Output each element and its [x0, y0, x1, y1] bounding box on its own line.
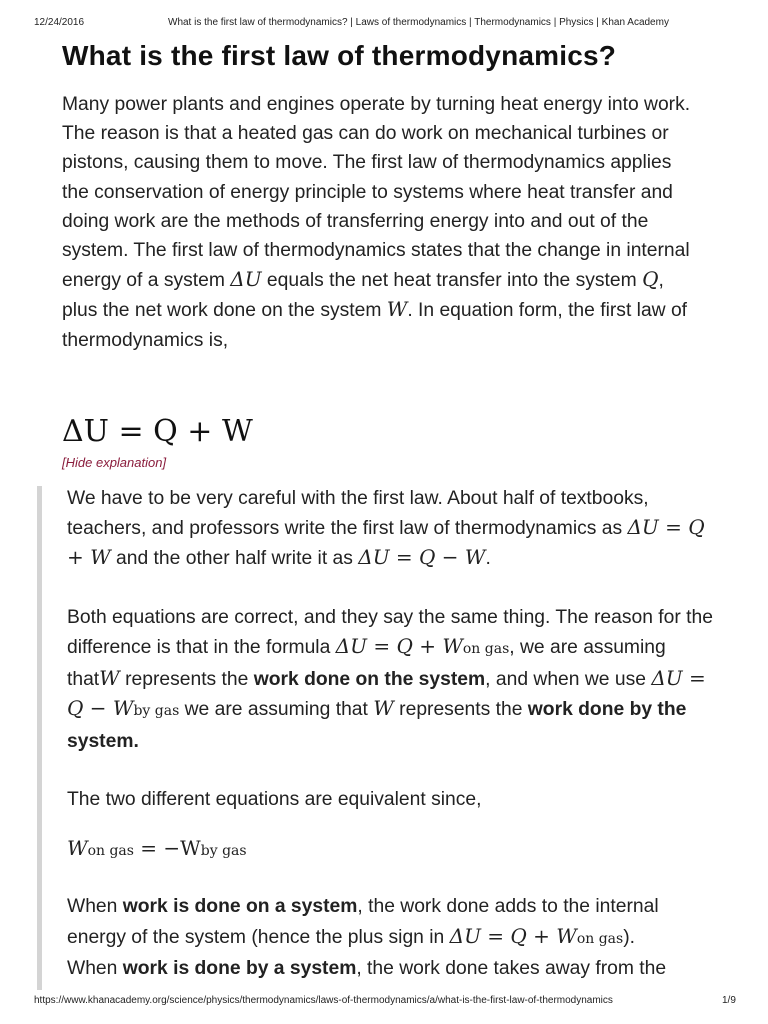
- math-sub-on-gas: on gas: [576, 930, 624, 947]
- hide-explanation-link[interactable]: [Hide explanation]: [62, 455, 167, 470]
- math-eq-neg-w: = −W: [133, 836, 201, 861]
- math-eq-plus: ΔU = Q + W: [67, 515, 705, 570]
- math-eq-minus-by-gas: ΔU = Q − W: [67, 666, 706, 721]
- text: , and when we use: [485, 669, 652, 691]
- intro-text-2: equals the net heat transfer into the system: [261, 270, 643, 292]
- explanation-paragraph-2: [67, 603, 717, 756]
- math-w: W: [99, 666, 120, 691]
- intro-text-1: Many power plants and engines operate by turning heat energy into work. The reason is that a heated gas can do work on mechanical turbines or pistons, causing them to move. The first law of thermodynamics applies the conservation of energy principle to systems where heat transfer and doing work are the methods of transferring energy into and out of the system. The first law of thermodynamics states that the change in internal energy of a system: [62, 94, 691, 292]
- explanation-quote-bar: [37, 486, 42, 990]
- intro-text-3: , plus the net work done on the system: [62, 270, 664, 322]
- text: represents the: [119, 669, 254, 691]
- text: Both equations are correct, and they say the same thing. The reason for the difference is that in the formula: [67, 606, 713, 658]
- math-eq-plus-on-gas: ΔU = Q + W: [335, 634, 463, 658]
- math-sub-on-gas: on gas: [462, 641, 510, 657]
- text: When: [67, 896, 123, 918]
- text: .: [485, 548, 491, 570]
- intro-paragraph: [62, 90, 702, 355]
- explanation-paragraph-5: [67, 954, 717, 983]
- math-delta-u: ΔU: [230, 267, 262, 292]
- math-eq-plus-on-gas: ΔU = Q + W: [449, 923, 577, 948]
- emphasis-work-by-system: work done by the system.: [67, 699, 687, 752]
- explanation-paragraph-3: The two different equations are equivalent since,: [67, 789, 482, 810]
- text: , the work done adds to the internal energy of the system (hence the plus sign in: [67, 896, 659, 948]
- text: , we are assuming that: [67, 637, 666, 691]
- math-eq-minus: ΔU = Q − W: [358, 545, 486, 570]
- emphasis-work-on-system: work done on the system: [253, 669, 486, 691]
- text: ).: [623, 926, 635, 948]
- text: and the other half write it as: [110, 548, 359, 570]
- print-footer-url: https://www.khanacademy.org/science/physics/thermodynamics/laws-of-thermodynamics/a/what-is-the-first-law-of-thermodynamics: [34, 995, 613, 1006]
- text: represents the: [393, 699, 528, 721]
- math-sub-by-gas: by gas: [133, 703, 180, 720]
- print-page-number: 1/9: [722, 995, 736, 1006]
- print-header-title: What is the first law of thermodynamics? | Laws of thermodynamics | Thermodynamics | Physics | Khan Academy: [168, 17, 669, 28]
- explanation-block: [67, 484, 717, 983]
- intro-text-4: . In equation form, the first law of thermodynamics is,: [62, 300, 688, 351]
- explanation-paragraph-1: [67, 484, 717, 574]
- math-q: Q: [642, 267, 659, 292]
- emphasis-work-on-a-system: work is done on a system: [122, 896, 358, 918]
- math-w-on: W: [67, 836, 88, 861]
- work-relation-equation: [67, 834, 717, 866]
- emphasis-work-by-a-system: work is done by a system: [122, 957, 357, 979]
- math-sub-by-gas: by gas: [200, 843, 247, 860]
- math-w: W: [373, 696, 394, 721]
- math-sub-on-gas: on gas: [87, 843, 134, 860]
- math-w: W: [386, 297, 408, 322]
- explanation-paragraph-4: [67, 892, 717, 953]
- text: , the work done takes away from the: [356, 957, 667, 979]
- text: When: [67, 957, 123, 979]
- text: we are assuming that: [179, 699, 374, 721]
- page-title: What is the first law of thermodynamics?: [62, 40, 617, 71]
- text: We have to be very careful with the first law. About half of textbooks, teachers, and professors write the first law of thermodynamics as: [67, 488, 649, 540]
- print-date: 12/24/2016: [34, 17, 85, 28]
- first-law-equation: ΔU = Q + W: [62, 414, 253, 449]
